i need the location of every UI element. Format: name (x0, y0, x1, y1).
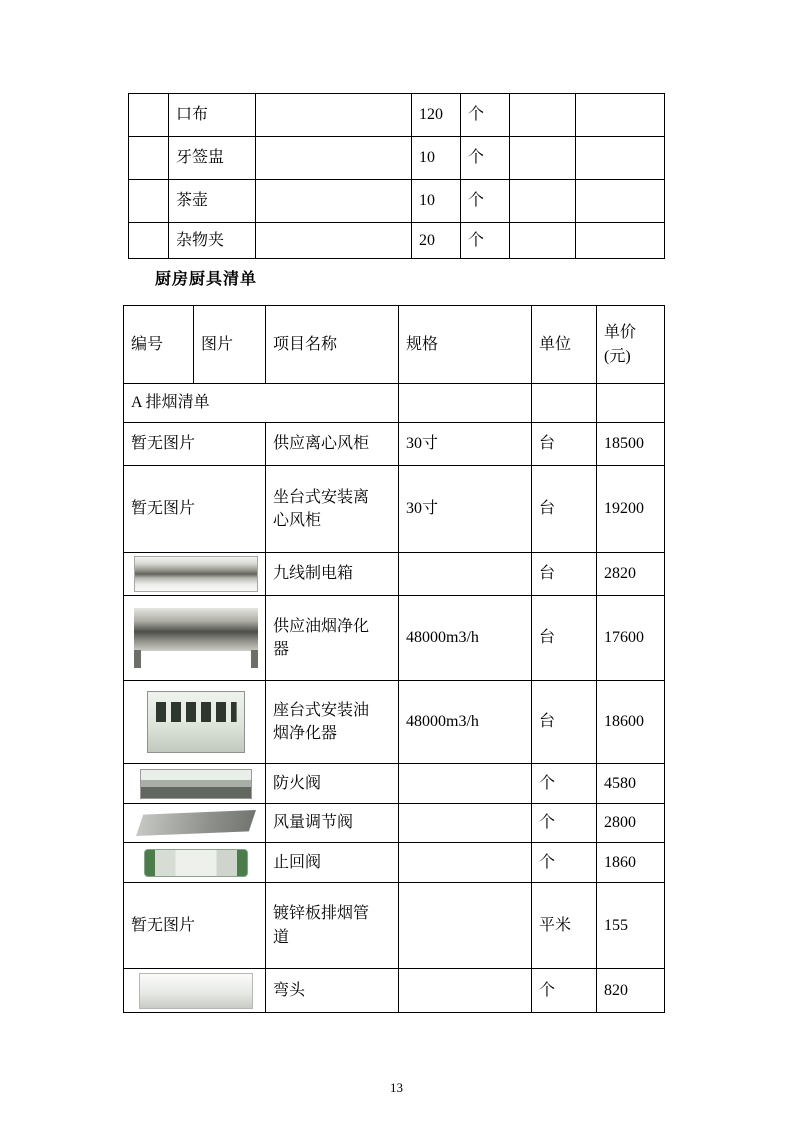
price-cell: 17600 (597, 596, 665, 681)
electric-box-photo (134, 556, 258, 592)
table-row (129, 94, 665, 137)
spec-cell: 48000m3/h (399, 596, 532, 681)
spec-cell (399, 883, 532, 969)
spec-cell: 30寸 (399, 423, 532, 466)
empty-cell (256, 137, 412, 180)
item-name-cell: 杂物夹 (169, 223, 256, 259)
unit-cell: 个 (461, 94, 510, 137)
empty-cell (532, 384, 597, 423)
table-row (124, 969, 665, 1013)
section-row (124, 384, 665, 423)
empty-cell (576, 94, 665, 137)
empty-cell (510, 94, 576, 137)
empty-cell (256, 180, 412, 223)
unit-cell: 个 (532, 804, 597, 843)
price-cell: 18500 (597, 423, 665, 466)
unit-cell: 个 (461, 180, 510, 223)
picture-cell (124, 553, 266, 596)
fire-damper-photo (140, 769, 252, 799)
unit-cell: 台 (532, 681, 597, 764)
no-image-label: 暂无图片 (131, 435, 196, 453)
item-name-cell: 弯头 (266, 969, 399, 1013)
quantity-cell: 20 (412, 223, 461, 259)
spec-cell: 48000m3/h (399, 681, 532, 764)
item-name-cell: 供应离心风柜 (266, 423, 399, 466)
unit-cell: 台 (532, 553, 597, 596)
item-name-cell: 九线制电箱 (266, 553, 399, 596)
spec-cell: 30寸 (399, 466, 532, 553)
item-name-cell: 风量调节阀 (266, 804, 399, 843)
unit-cell: 平米 (532, 883, 597, 969)
item-name-cell: 茶壶 (169, 180, 256, 223)
header-item: 项目名称 (266, 306, 399, 384)
header-picture: 图片 (194, 306, 266, 384)
item-name-cell: 供应油烟净化器 (266, 596, 399, 681)
picture-cell (124, 423, 266, 466)
empty-cell (576, 137, 665, 180)
table-row (124, 764, 665, 804)
table-header-row (124, 306, 665, 384)
table-row (124, 553, 665, 596)
empty-cell (256, 223, 412, 259)
quantity-cell: 10 (412, 180, 461, 223)
picture-cell (124, 883, 266, 969)
elbow-photo (139, 973, 253, 1009)
header-spec: 规格 (399, 306, 532, 384)
header-price-line2: (元) (604, 347, 631, 365)
picture-cell (124, 804, 266, 843)
price-cell: 2820 (597, 553, 665, 596)
no-image-label: 暂无图片 (131, 916, 196, 934)
table-row (129, 223, 665, 259)
page-number: 13 (390, 1080, 403, 1095)
section-label-cell: A 排烟清单 (124, 384, 399, 423)
kitchen-equipment-table (123, 305, 665, 1013)
unit-cell: 个 (532, 969, 597, 1013)
empty-cell (576, 223, 665, 259)
price-cell: 155 (597, 883, 665, 969)
empty-cell (510, 180, 576, 223)
table-row (124, 423, 665, 466)
quantity-cell: 10 (412, 137, 461, 180)
item-name-cell: 止回阀 (266, 843, 399, 883)
table-row (124, 804, 665, 843)
empty-cell (129, 137, 169, 180)
price-cell: 1860 (597, 843, 665, 883)
table-row (124, 466, 665, 553)
quantity-cell: 120 (412, 94, 461, 137)
spec-cell (399, 553, 532, 596)
oil-fume-purifier-photo (134, 608, 258, 668)
empty-cell (399, 384, 532, 423)
item-name-cell: 镀锌板排烟管道 (266, 883, 399, 969)
price-cell: 820 (597, 969, 665, 1013)
picture-cell (124, 466, 266, 553)
item-name-cell: 牙签盅 (169, 137, 256, 180)
empty-cell (256, 94, 412, 137)
spec-cell (399, 804, 532, 843)
empty-cell (510, 223, 576, 259)
table-row (124, 681, 665, 764)
header-id: 编号 (124, 306, 194, 384)
table-row (129, 137, 665, 180)
unit-cell: 个 (532, 843, 597, 883)
check-valve-photo (144, 849, 248, 877)
item-name-cell: 坐台式安装离心风柜 (266, 466, 399, 553)
unit-cell: 个 (461, 137, 510, 180)
picture-cell (124, 843, 266, 883)
item-name-cell: 防火阀 (266, 764, 399, 804)
price-cell: 18600 (597, 681, 665, 764)
unit-cell: 个 (461, 223, 510, 259)
table-row (124, 596, 665, 681)
bench-oil-fume-purifier-photo (147, 691, 245, 753)
spec-cell (399, 969, 532, 1013)
header-price (597, 306, 665, 384)
unit-cell: 台 (532, 466, 597, 553)
item-name-cell: 座台式安装油烟净化器 (266, 681, 399, 764)
empty-cell (129, 223, 169, 259)
tableware-table (128, 93, 665, 259)
picture-cell (124, 969, 266, 1013)
no-image-label: 暂无图片 (131, 500, 196, 518)
unit-cell: 台 (532, 596, 597, 681)
empty-cell (129, 180, 169, 223)
empty-cell (510, 137, 576, 180)
price-cell: 19200 (597, 466, 665, 553)
unit-cell: 台 (532, 423, 597, 466)
picture-cell (124, 764, 266, 804)
header-unit: 单位 (532, 306, 597, 384)
table-row (124, 843, 665, 883)
unit-cell: 个 (532, 764, 597, 804)
empty-cell (129, 94, 169, 137)
picture-cell (124, 596, 266, 681)
spec-cell (399, 764, 532, 804)
section-heading: 厨房厨具清单 (155, 271, 258, 288)
spec-cell (399, 843, 532, 883)
picture-cell (124, 681, 266, 764)
empty-cell (597, 384, 665, 423)
header-price-line1: 单价 (604, 324, 637, 342)
empty-cell (576, 180, 665, 223)
air-volume-damper-photo (136, 810, 256, 836)
item-name-cell: 口布 (169, 94, 256, 137)
table-row (129, 180, 665, 223)
price-cell: 2800 (597, 804, 665, 843)
price-cell: 4580 (597, 764, 665, 804)
table-row (124, 883, 665, 969)
